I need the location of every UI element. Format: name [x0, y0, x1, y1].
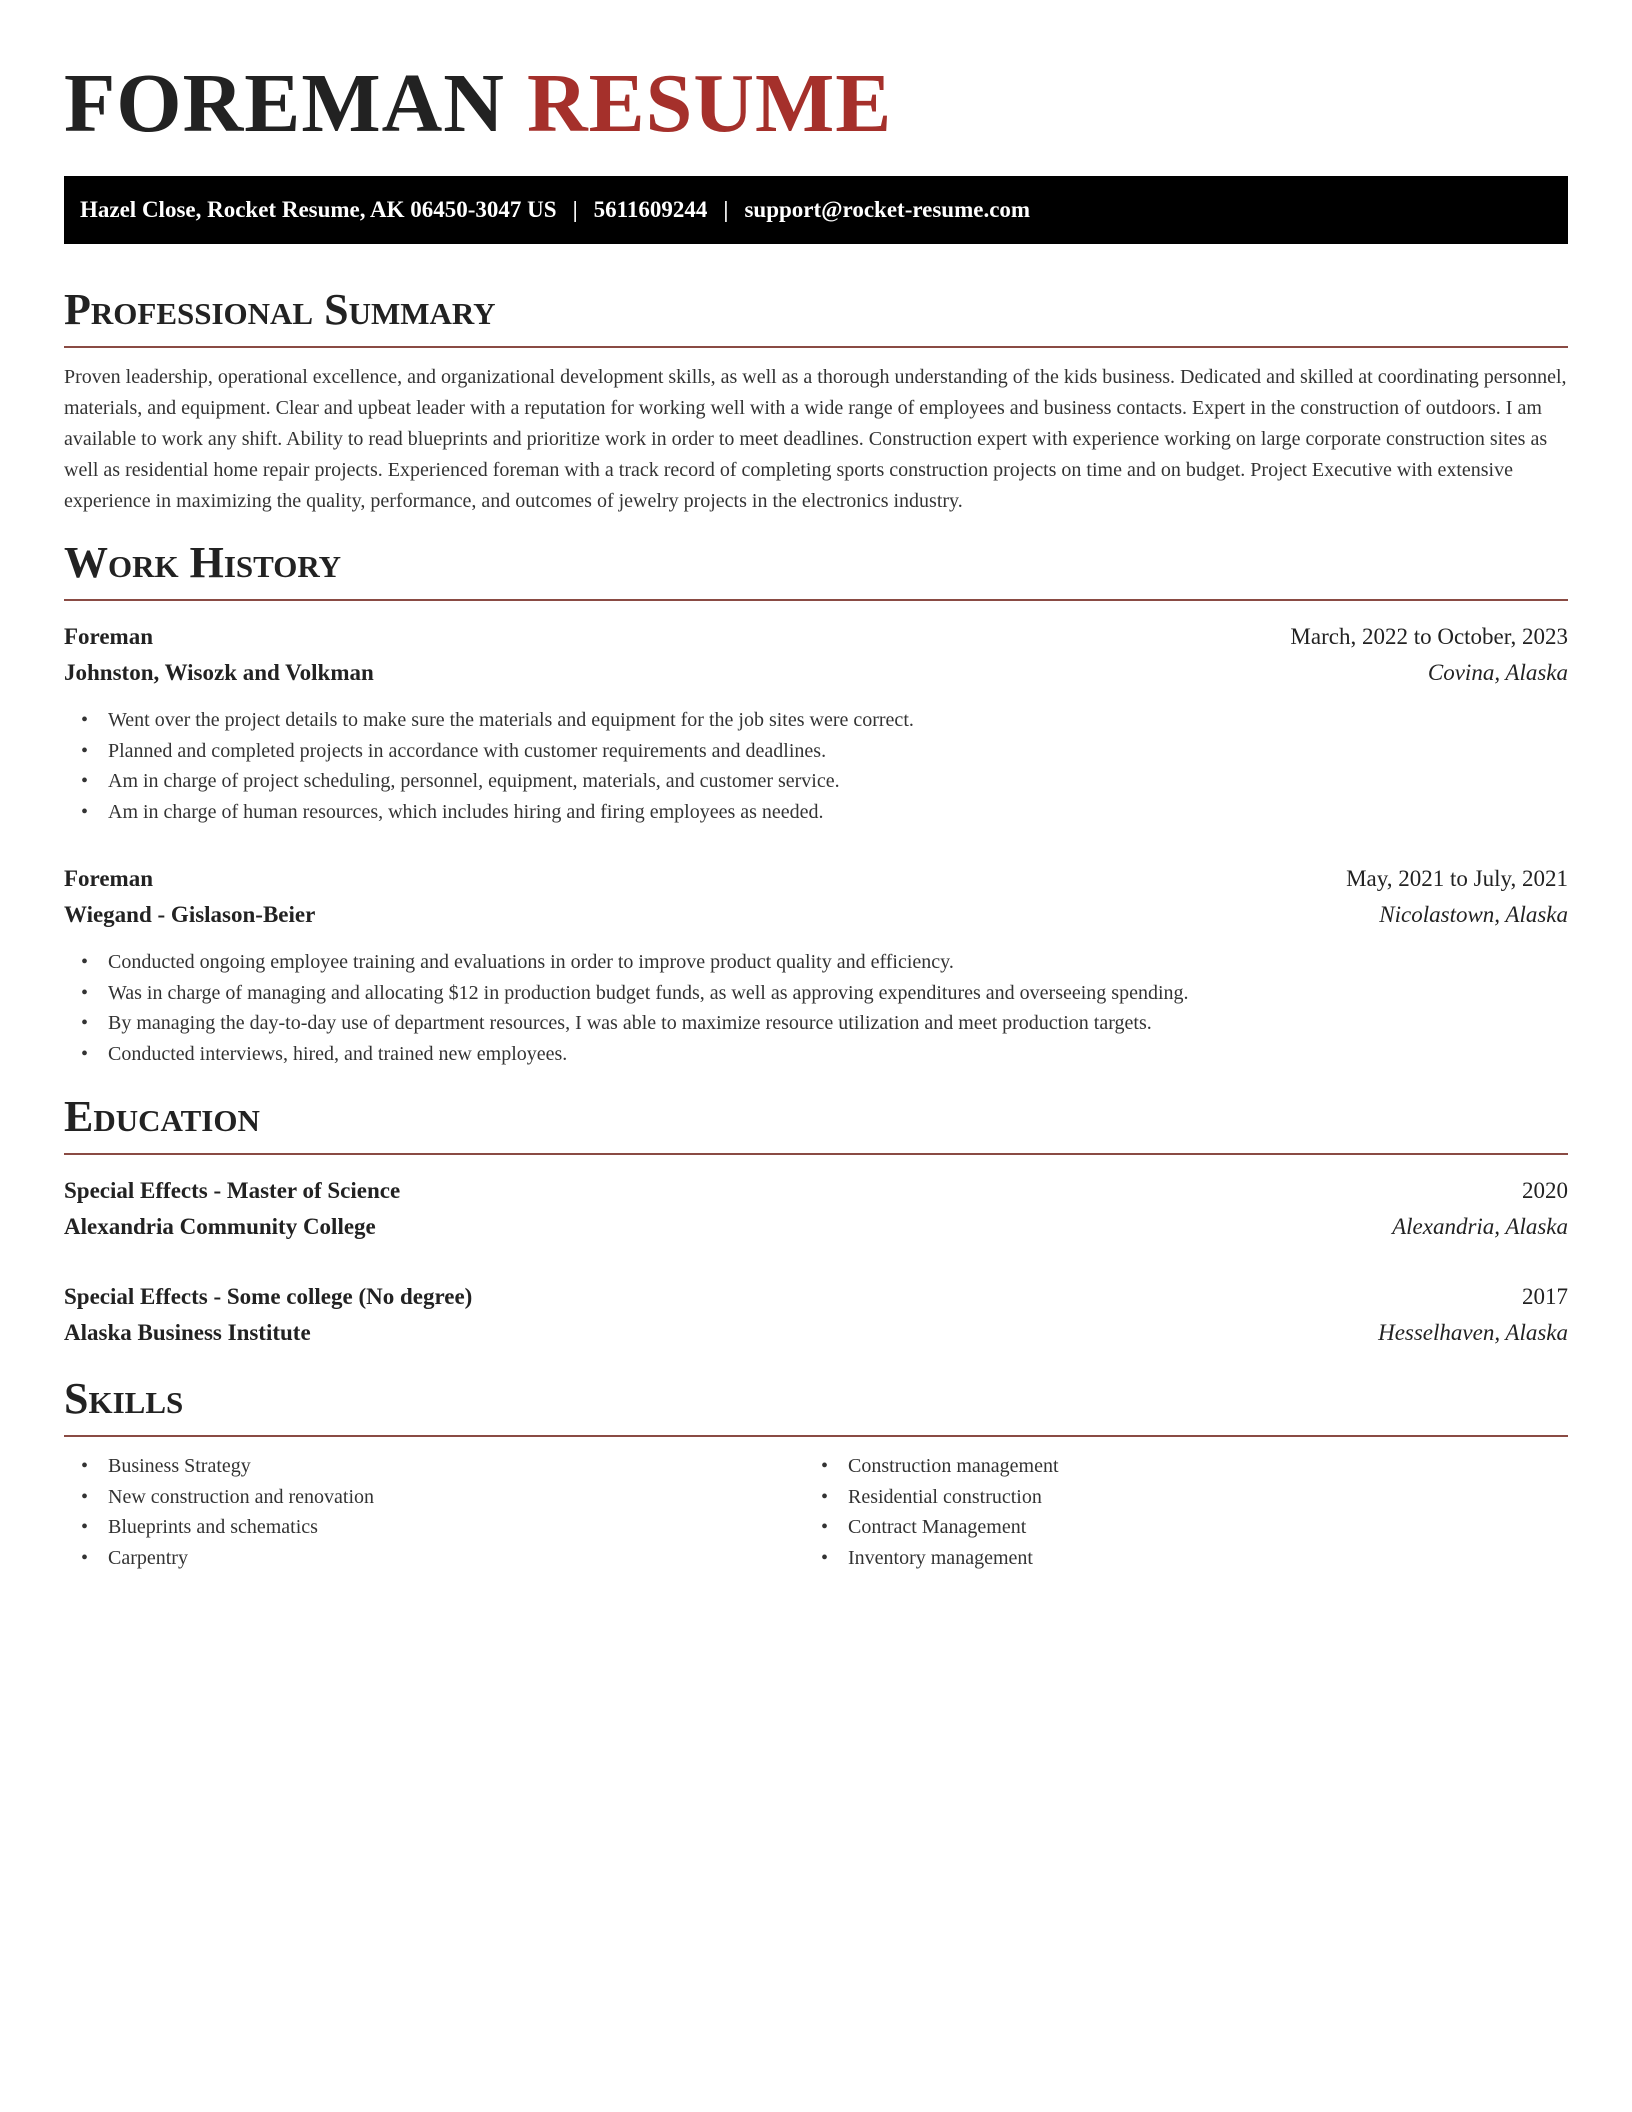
- list-item: • Went over the project details to make sure the materials and equipment for the job sites were correct.: [81, 705, 1568, 736]
- list-item: • New construction and renovation: [81, 1482, 804, 1513]
- list-item: • Business Strategy: [81, 1451, 804, 1482]
- education-section: [64, 1091, 1568, 1351]
- work-history-section: [64, 537, 1568, 1069]
- title-word-foreman: FOREMAN: [64, 57, 505, 150]
- skills-grid: [64, 1451, 1568, 1573]
- skills-column-left: [64, 1451, 804, 1573]
- job-company: Johnston, Wisozk and Volkman: [64, 660, 374, 685]
- education-degree: Special Effects - Master of Science: [64, 1178, 401, 1203]
- contact-address: Hazel Close, Rocket Resume, AK 06450-3047 US: [80, 197, 557, 222]
- section-divider: [64, 346, 1568, 348]
- job-title: Foreman: [64, 624, 154, 649]
- contact-separator: |: [572, 197, 578, 222]
- contact-phone: 5611609244: [593, 197, 708, 222]
- list-item: • Am in charge of human resources, which includes hiring and firing employees as needed.: [81, 797, 1568, 828]
- job-dates: May, 2021 to July, 2021: [1346, 866, 1568, 891]
- job-duties-list: [64, 705, 1568, 827]
- section-divider: [64, 599, 1568, 601]
- list-item: • By managing the day-to-day use of department resources, I was able to maximize resource utilization and meet production targets.: [81, 1008, 1568, 1039]
- list-item: • Blueprints and schematics: [81, 1512, 804, 1543]
- list-item: • Residential construction: [821, 1482, 1544, 1513]
- education-location: Alexandria, Alaska: [1392, 1214, 1568, 1239]
- job-company-row: [64, 655, 1568, 691]
- education-location: Hesselhaven, Alaska: [1378, 1320, 1568, 1345]
- job-company: Wiegand - Gislason-Beier: [64, 902, 316, 927]
- summary-section: [64, 284, 1568, 517]
- contact-bar: [64, 176, 1568, 244]
- education-entry: [64, 1173, 1568, 1245]
- education-year: 2020: [1522, 1178, 1568, 1203]
- education-heading: Education: [64, 1092, 260, 1141]
- education-degree-row: [64, 1173, 1568, 1209]
- job-entry: [64, 619, 1568, 827]
- list-item: • Planned and completed projects in accordance with customer requirements and deadlines.: [81, 736, 1568, 767]
- skills-section: [64, 1373, 1568, 1573]
- list-item: • Contract Management: [821, 1512, 1544, 1543]
- skills-column-right: [804, 1451, 1544, 1573]
- job-title: Foreman: [64, 866, 154, 891]
- job-location: Covina, Alaska: [1427, 660, 1568, 685]
- summary-heading: Professional Summary: [64, 285, 496, 334]
- education-school: Alexandria Community College: [64, 1214, 376, 1239]
- list-item: • Carpentry: [81, 1543, 804, 1574]
- education-school: Alaska Business Institute: [64, 1320, 311, 1345]
- skills-heading: Skills: [64, 1374, 184, 1423]
- list-item: • Am in charge of project scheduling, personnel, equipment, materials, and customer service.: [81, 766, 1568, 797]
- job-company-row: [64, 897, 1568, 933]
- skills-list: [64, 1451, 804, 1573]
- education-school-row: [64, 1315, 1568, 1351]
- education-degree: Special Effects - Some college (No degree): [64, 1284, 473, 1309]
- title-word-resume: RESUME: [526, 57, 893, 150]
- list-item: • Construction management: [821, 1451, 1544, 1482]
- job-duties-list: [64, 947, 1568, 1069]
- education-school-row: [64, 1209, 1568, 1245]
- list-item: • Conducted ongoing employee training and evaluations in order to improve product quality and efficiency.: [81, 947, 1568, 978]
- section-divider: [64, 1153, 1568, 1155]
- education-degree-row: [64, 1279, 1568, 1315]
- list-item: • Inventory management: [821, 1543, 1544, 1574]
- summary-text: Proven leadership, operational excellence, and organizational development skills, as well as a thorough understanding of the kids business. Dedicated and skilled at coordinating personnel, materials, and equipment. Clear and upbeat leader with a reputation for working well with a wide range of employees and business contacts. Expert in the construction of outdoors. I am available to work any shift. Ability to read blueprints and prioritize work in order to meet deadlines. Construction expert with experience working on large corporate construction sites as well as residential home repair projects. Experienced foreman with a track record of completing sports construction projects on time and on budget. Project Executive with extensive experience in maximizing the quality, performance, and outcomes of jewelry projects in the electronics industry.: [64, 366, 1567, 512]
- contact-email: support@rocket-resume.com: [744, 197, 1031, 222]
- list-item: • Conducted interviews, hired, and trained new employees.: [81, 1039, 1568, 1070]
- skills-list: [804, 1451, 1544, 1573]
- job-title-row: [64, 619, 1568, 655]
- contact-separator: |: [723, 197, 729, 222]
- list-item: • Was in charge of managing and allocating $12 in production budget funds, as well as approving expenditures and overseeing spending.: [81, 978, 1568, 1009]
- education-entry: [64, 1279, 1568, 1351]
- job-entry: [64, 861, 1568, 1069]
- job-location: Nicolastown, Alaska: [1379, 902, 1568, 927]
- section-divider: [64, 1435, 1568, 1437]
- work-history-heading: Work History: [64, 538, 342, 587]
- job-dates: March, 2022 to October, 2023: [1290, 624, 1568, 649]
- education-year: 2017: [1522, 1284, 1568, 1309]
- job-title-row: [64, 861, 1568, 897]
- resume-title: [64, 54, 1568, 154]
